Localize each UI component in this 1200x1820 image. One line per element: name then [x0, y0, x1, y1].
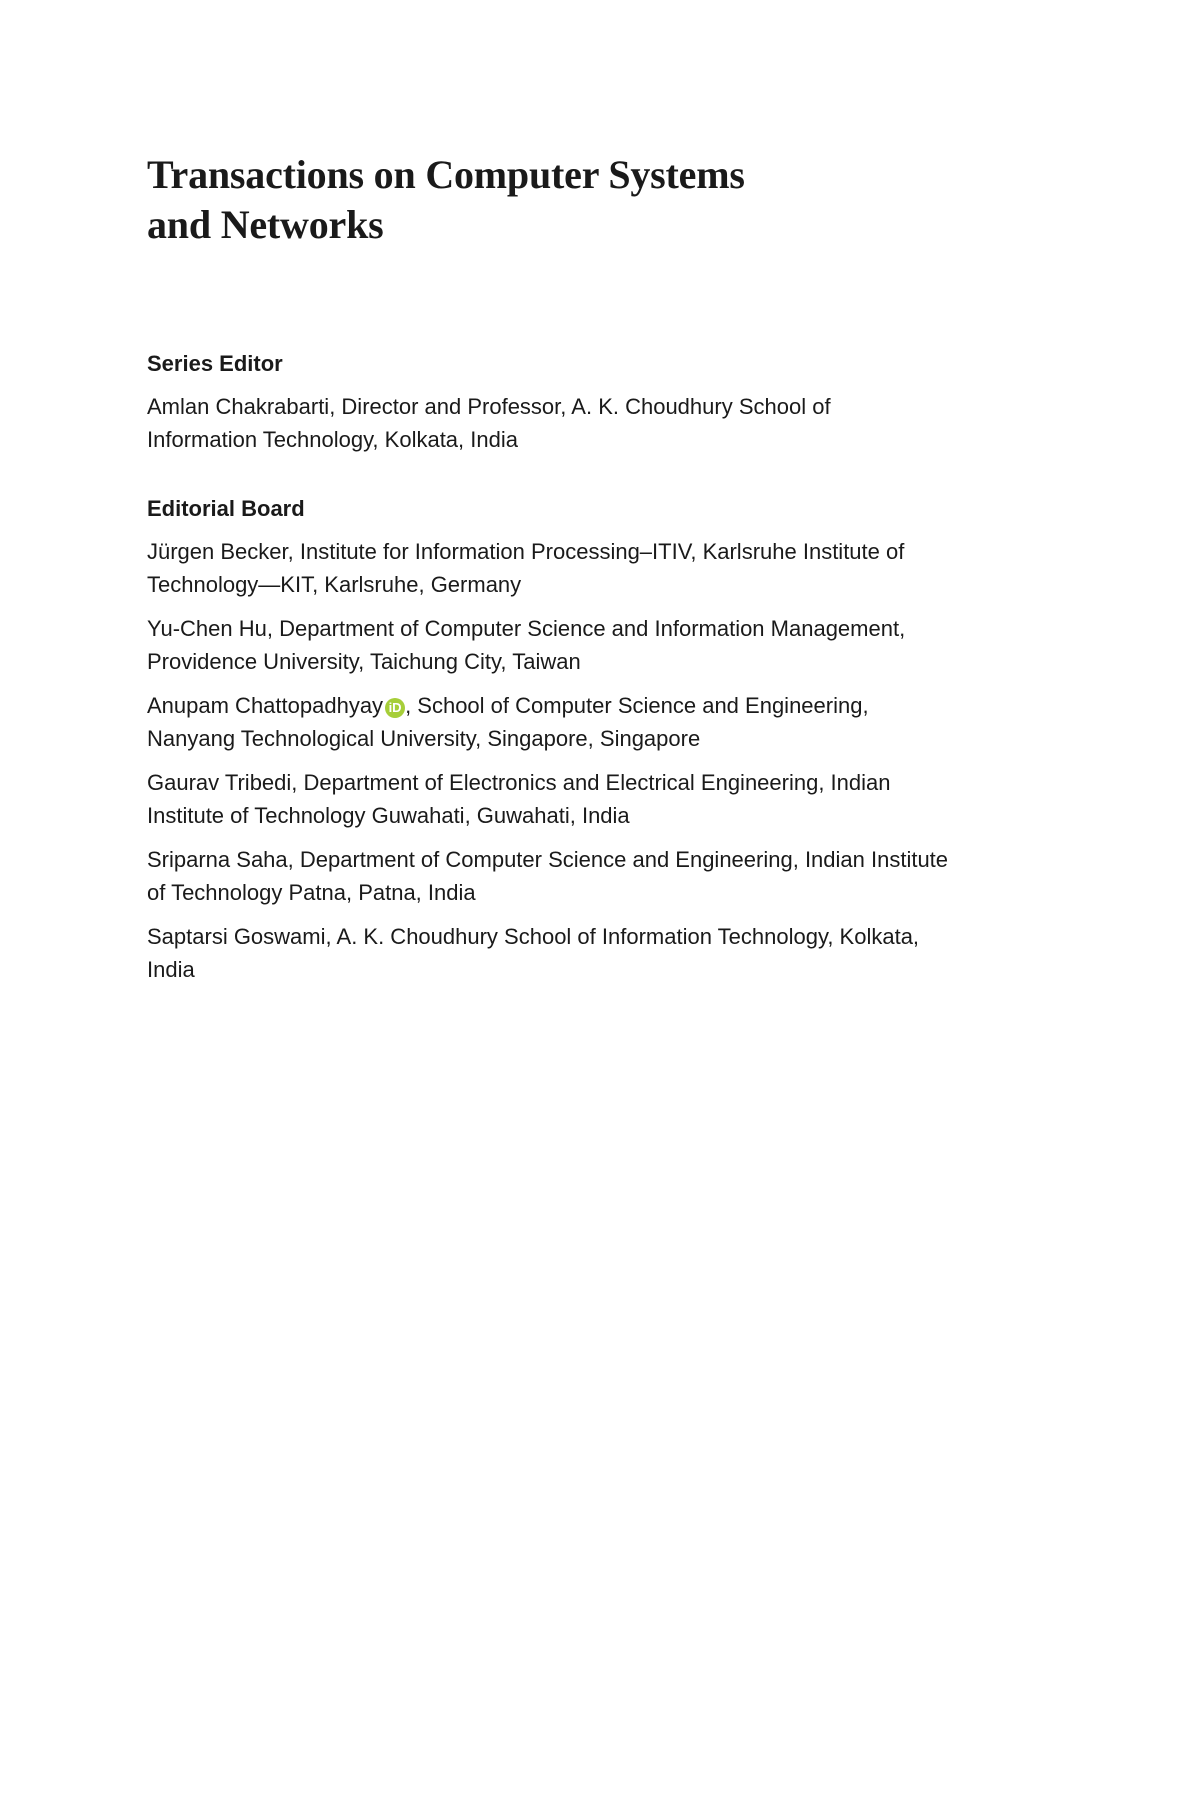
entry-line-2: Providence University, Taichung City, Taiwan [147, 649, 581, 674]
book-front-matter [147, 150, 1067, 982]
board-member-entry [147, 843, 1067, 909]
board-member-entry [147, 535, 1067, 601]
entry-line-1: Gaurav Tribedi, Department of Electronics and Electrical Engineering, Indian [147, 770, 891, 795]
series-title-line-2: and Networks [147, 202, 384, 247]
entry-line-1: Sriparna Saha, Department of Computer Science and Engineering, Indian Institute [147, 847, 949, 872]
entry-line-1: Jürgen Becker, Institute for Information Processing–ITIV, Karlsruhe Institute of [147, 539, 905, 564]
editorial-board-heading: Editorial Board [147, 496, 305, 521]
board-member-entry [147, 612, 1067, 678]
entry-line-2: India [147, 957, 195, 982]
series-editor-entry [147, 390, 1067, 456]
entry-line-2: Institute of Technology Guwahati, Guwahati, India [147, 803, 630, 828]
series-title-line-1: Transactions on Computer Systems [147, 152, 745, 197]
series-editor-section [147, 350, 1067, 467]
orcid-icon[interactable]: iD [385, 698, 405, 718]
series-editor-heading: Series Editor [147, 351, 283, 376]
member-name: Anupam Chattopadhyay [147, 693, 384, 718]
series-title [147, 150, 1067, 250]
entry-line-2: Nanyang Technological University, Singapore, Singapore [147, 726, 701, 751]
entry-line-1: Saptarsi Goswami, A. K. Choudhury School of Information Technology, Kolkata, [147, 924, 920, 949]
entry-line-2: of Technology Patna, Patna, India [147, 880, 476, 905]
entry-line-1: Yu-Chen Hu, Department of Computer Science and Information Management, [147, 616, 906, 641]
entry-line-2: Technology—KIT, Karlsruhe, Germany [147, 572, 522, 597]
entry-line-1: Amlan Chakrabarti, Director and Professor, A. K. Choudhury School of [147, 394, 831, 419]
editorial-board-section [147, 495, 1067, 997]
entry-line-1-rest: , School of Computer Science and Engineering, [405, 693, 869, 718]
board-member-entry [147, 689, 1067, 755]
board-member-entry [147, 920, 1067, 986]
entry-line-2: Information Technology, Kolkata, India [147, 427, 518, 452]
board-member-entry [147, 766, 1067, 832]
